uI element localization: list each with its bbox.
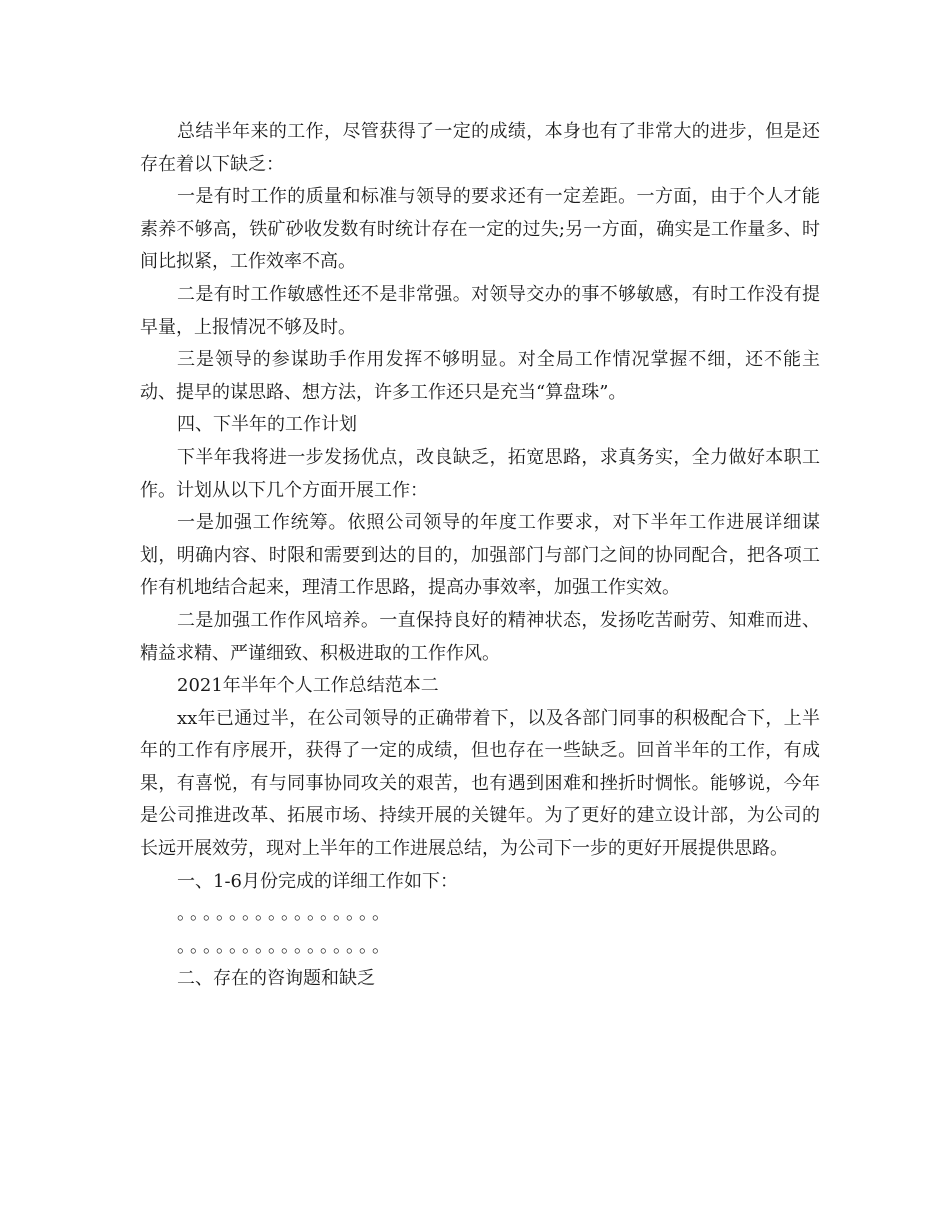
paragraph-shortcoming-three: 三是领导的参谋助手作用发挥不够明显。对全局工作情况掌握不细，还不能主动、提早的谋思路、想方法，许多工作还只是充当“算盘珠”。 bbox=[140, 349, 820, 403]
paragraph-shortcoming-two: 二是有时工作敏感性还不是非常强。对领导交办的事不够敏感，有时工作没有提早量，上报情况不够及时。 bbox=[140, 283, 820, 338]
placeholder-dots-line-one: 。。。。。。。。。。。。。。。。 bbox=[177, 903, 394, 925]
paragraph-sample-two-intro: xx年已通过半，在公司领导的正确带着下，以及各部门同事的积极配合下，上半年的工作有序展开，获得了一定的成绩，但也存在一些缺乏。回首半年的工作，有成果，有喜悦，有与同事协同攻关的艰苦，也有遇到困难和挫折时惆怅。能够说，今年是公司推进改革、拓展市场、持续开展的关键年。为了更好的建立设计部，为公司的长远开展效劳，现对上半年的工作进展总结，为公司下一步的更好开展提供思路。 bbox=[140, 707, 820, 860]
paragraph-plan-one: 一是加强工作统筹。依照公司领导的年度工作要求，对下半年工作进展详细谋划，明确内容、时限和需要到达的目的，加强部门与部门之间的协同配合，把各项工作有机地结合起来，理清工作思路，提高办事效率，加强工作实效。 bbox=[140, 512, 820, 599]
section-heading-work-plan: 四、下半年的工作计划 bbox=[177, 414, 357, 436]
paragraph-shortcoming-one: 一是有时工作的质量和标准与领导的要求还有一定差距。一方面，由于个人才能素养不够高，铁矿砂收发数有时统计存在一定的过失;另一方面，确实是工作量多、时间比拟紧，工作效率不高。 bbox=[140, 186, 820, 273]
section-heading-sample-two: 2021年半年个人工作总结范本二 bbox=[177, 675, 439, 697]
placeholder-dots-line-two: 。。。。。。。。。。。。。。。。 bbox=[177, 935, 394, 957]
paragraph-plan-two: 二是加强工作作风培养。一直保持良好的精神状态，发扬吃苦耐劳、知难而进、精益求精、严谨细致、积极进取的工作作风。 bbox=[140, 609, 820, 664]
section-heading-problems: 二、存在的咨询题和缺乏 bbox=[177, 968, 375, 990]
paragraph-plan-intro: 下半年我将进一步发扬优点，改良缺乏，拓宽思路，求真务实，全力做好本职工作。计划从以下几个方面开展工作： bbox=[140, 446, 820, 501]
document-body bbox=[140, 116, 820, 996]
paragraph-summary-shortcomings: 总结半年来的工作，尽管获得了一定的成绩，本身也有了非常大的进步，但是还存在着以下缺乏： bbox=[140, 121, 820, 175]
section-heading-completed-work: 一、1-6月份完成的详细工作如下： bbox=[177, 870, 458, 892]
